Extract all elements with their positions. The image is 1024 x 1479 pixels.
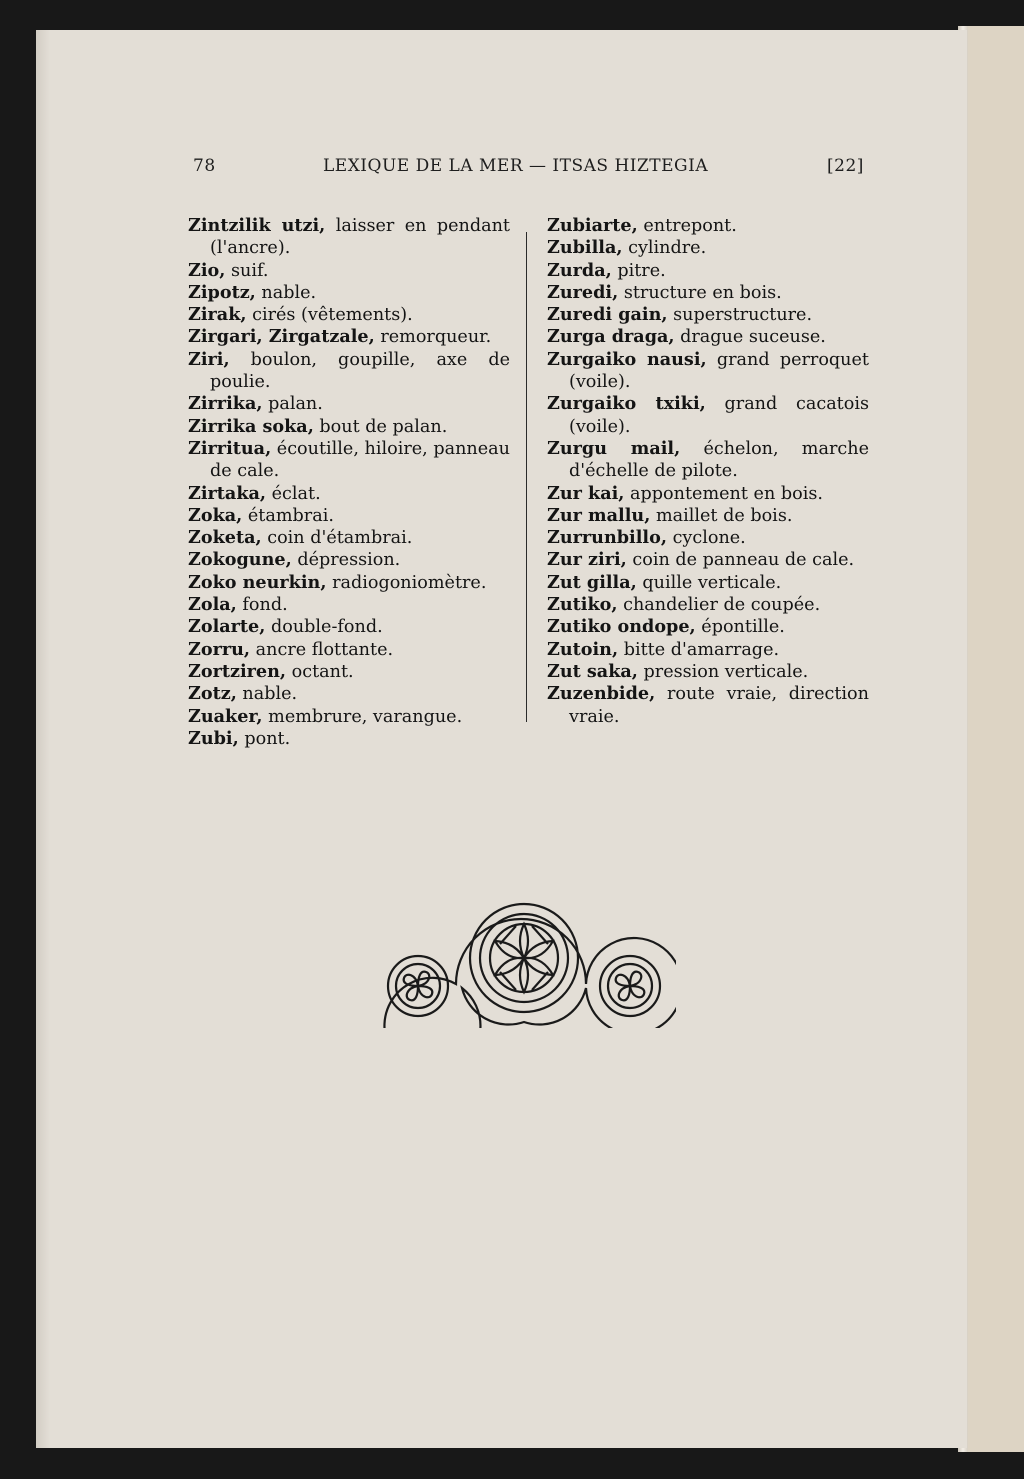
glossary-entry (188, 728, 510, 750)
entry-definition: octant. (291, 661, 354, 682)
entry-definition: bitte d'amarrage. (623, 639, 780, 660)
entry-definition: drague suceuse. (680, 327, 826, 348)
entry-definition: suif. (230, 260, 269, 281)
entry-definition: échelon, marche d'échelle de pilote. (569, 438, 869, 482)
entry-term: Zorru, (188, 638, 251, 660)
glossary-entry (188, 572, 510, 594)
entry-term: Zur mallu, (547, 504, 651, 526)
facing-page (962, 26, 1024, 1452)
entry-term: Zipotz, (188, 281, 256, 303)
entry-term: Zubiarte, (547, 215, 638, 236)
glossary-entry (188, 706, 510, 728)
glossary-entry (547, 215, 869, 237)
entry-definition: quille verticale. (642, 572, 782, 593)
entry-definition: cirés (vêtements). (252, 305, 413, 326)
entry-term: Zotz, (188, 683, 237, 705)
entry-definition: laisser en pendant (l'ancre). (210, 216, 510, 259)
entry-term: Zurgaiko txiki, (547, 393, 706, 415)
glossary-entry (188, 326, 510, 348)
entry-term: Zubilla, (547, 237, 623, 259)
glossary-entry (188, 282, 510, 304)
glossary-entry (188, 393, 510, 415)
entry-term: Zutiko, (547, 594, 618, 616)
glossary-entry (547, 304, 869, 326)
entry-definition: dépression. (297, 550, 401, 571)
glossary-entry (547, 527, 869, 549)
entry-term: Zirritua, (188, 437, 272, 459)
entry-term: Zuredi, (547, 281, 619, 303)
entry-term: Zur kai, (547, 482, 625, 504)
entry-definition: ancre flottante. (255, 639, 394, 660)
entry-definition: pression verticale. (643, 661, 809, 682)
entry-term: Zuaker, (188, 705, 263, 727)
glossary-entry (547, 326, 869, 348)
page-number: 78 (193, 156, 216, 176)
entry-definition: nable. (242, 684, 298, 705)
entry-definition: nable. (261, 282, 317, 303)
glossary-entry (547, 683, 869, 728)
entry-term: Zortziren, (188, 660, 287, 682)
entry-definition: route vraie, direction vraie. (569, 684, 869, 727)
entry-term: Zintzilik utzi, (188, 215, 326, 236)
glossary-entry (547, 282, 869, 304)
glossary-entry (188, 661, 510, 683)
entry-definition: éclat. (271, 483, 321, 504)
entry-definition: superstructure. (673, 305, 813, 326)
running-title: LEXIQUE DE LA MER — ITSAS HIZTEGIA (323, 156, 709, 176)
entry-term: Zut gilla, (547, 571, 637, 593)
entry-term: Zut saka, (547, 660, 638, 682)
glossary-entry (547, 661, 869, 683)
entry-term: Zolarte, (188, 616, 266, 638)
entry-definition: cylindre. (628, 238, 707, 259)
entry-term: Zoko neurkin, (188, 571, 327, 593)
entry-definition: remorqueur. (380, 327, 492, 348)
glossary-entry (547, 505, 869, 527)
entry-term: Zoka, (188, 504, 243, 526)
entry-definition: grand cacatois (voile). (569, 394, 870, 437)
entry-definition: maillet de bois. (655, 505, 793, 526)
entry-term: Zio, (188, 259, 226, 281)
glossary-entry (188, 683, 510, 705)
glossary-entry (547, 616, 869, 638)
entry-definition: cyclone. (672, 528, 746, 549)
entry-definition: entrepont. (643, 216, 737, 236)
entry-term: Zutiko ondope, (547, 616, 696, 638)
glossary-entry (188, 505, 510, 527)
glossary-entry (188, 349, 510, 394)
entry-definition: grand perroquet (voile). (569, 349, 870, 393)
entry-term: Zola, (188, 594, 237, 616)
entry-definition: pont. (244, 728, 291, 749)
glossary-entry (188, 527, 510, 549)
entry-term: Zokogune, (188, 549, 292, 571)
entry-term: Zurrunbillo, (547, 527, 667, 549)
entry-definition: appontement en bois. (630, 483, 823, 504)
entry-term: Zubi, (188, 727, 239, 749)
glossary-entry (547, 237, 869, 259)
entry-definition: membrure, varangue. (268, 706, 463, 727)
entry-definition: étambrai. (247, 505, 334, 526)
right-column (547, 215, 869, 728)
entry-definition: fond. (242, 595, 288, 616)
page-edge (36, 30, 50, 1448)
glossary-entry (547, 639, 869, 661)
entry-definition: double-fond. (270, 617, 383, 638)
glossary-entry (547, 438, 869, 483)
entry-term: Ziri, (188, 348, 230, 370)
glossary-entry (188, 438, 510, 483)
entry-term: Zurgu mail, (547, 437, 681, 459)
glossary-entry (547, 393, 869, 438)
entry-term: Zutoin, (547, 638, 619, 660)
glossary-entry (547, 549, 869, 571)
column-divider (526, 232, 527, 722)
entry-definition: structure en bois. (623, 282, 782, 303)
entry-term: Zirrika soka, (188, 415, 314, 437)
entry-term: Zirrika, (188, 393, 263, 415)
entry-definition: boulon, goupille, axe de poulie. (210, 349, 510, 393)
glossary-entry (188, 483, 510, 505)
entry-term: Zuredi gain, (547, 304, 668, 326)
entry-term: Zirtaka, (188, 482, 267, 504)
section-number: [22] (827, 156, 864, 176)
entry-definition: épontille. (701, 617, 785, 638)
entry-definition: coin de panneau de cale. (632, 550, 855, 571)
entry-definition: bout de palan. (319, 416, 448, 437)
left-column (188, 215, 510, 750)
lauburu-right-icon (616, 972, 645, 1001)
entry-term: Zurga draga, (547, 326, 675, 348)
glossary-entry (188, 594, 510, 616)
glossary-entry (188, 260, 510, 282)
lauburu-left-icon (404, 972, 433, 1001)
ornament-rosette-lauburu (372, 898, 676, 1028)
entry-definition: radiogoniomètre. (332, 572, 487, 593)
glossary-entry (188, 616, 510, 638)
glossary-entry (188, 549, 510, 571)
glossary-entry (547, 349, 869, 394)
glossary-entry (188, 416, 510, 438)
rosette-icon (495, 924, 553, 992)
entry-term: Zurgaiko nausi, (547, 348, 707, 370)
glossary-entry (188, 304, 510, 326)
entry-definition: chandelier de coupée. (623, 595, 821, 616)
entry-term: Zoketa, (188, 527, 262, 549)
glossary-entry (547, 594, 869, 616)
entry-definition: palan. (268, 394, 323, 415)
glossary-entry (547, 572, 869, 594)
glossary-entry (188, 215, 510, 260)
entry-definition: coin d'étambrai. (267, 528, 413, 549)
entry-term: Zirak, (188, 304, 247, 326)
entry-term: Zur ziri, (547, 549, 627, 571)
glossary-entry (547, 483, 869, 505)
glossary-entry (188, 639, 510, 661)
entry-definition: pitre. (617, 260, 666, 281)
entry-term: Zirgari, Zirgatzale, (188, 326, 375, 348)
entry-definition: écoutille, hiloire, panneau de cale. (210, 438, 510, 482)
running-header (0, 156, 1024, 182)
glossary-entry (547, 260, 869, 282)
entry-term: Zurda, (547, 259, 612, 281)
entry-term: Zuzenbide, (547, 683, 656, 705)
